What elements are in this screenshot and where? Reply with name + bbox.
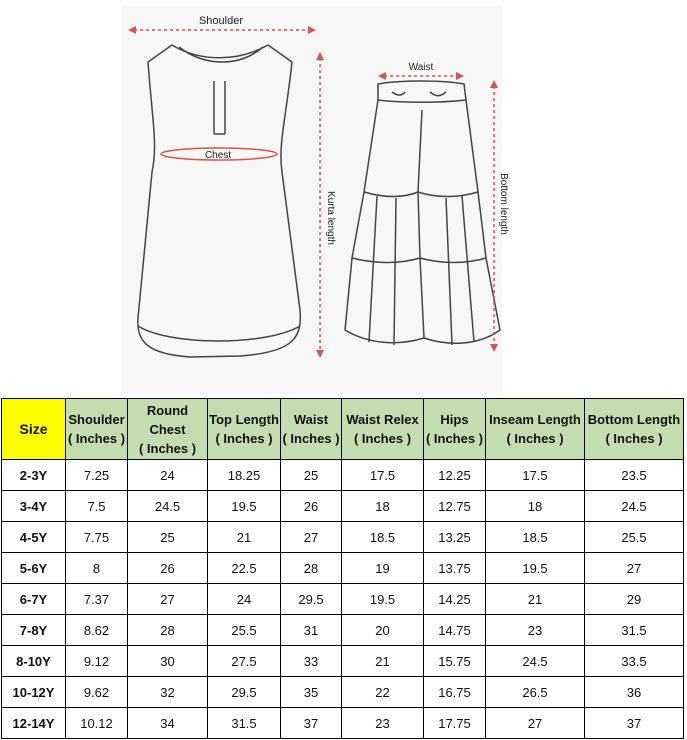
size-cell: 10-12Y <box>2 677 66 708</box>
round-chest-cell: 25 <box>128 522 208 553</box>
header-inseam-length: Inseam Length ( Inches ) <box>486 399 585 460</box>
table-row <box>2 615 684 646</box>
waist-relex-cell: 18 <box>342 491 424 522</box>
hips-cell: 14.75 <box>424 615 486 646</box>
hips-cell: 13.25 <box>424 522 486 553</box>
table-header-row <box>2 399 684 460</box>
table-row <box>2 491 684 522</box>
top-length-cell: 25.5 <box>208 615 281 646</box>
round-chest-cell: 27 <box>128 584 208 615</box>
header-bottom-length: Bottom Length ( Inches ) <box>585 399 684 460</box>
waist-relex-cell: 18.5 <box>342 522 424 553</box>
inseam-length-cell: 17.5 <box>486 460 585 491</box>
bottom-length-cell: 37 <box>585 708 684 739</box>
size-cell: 12-14Y <box>2 708 66 739</box>
size-chart-table <box>1 398 684 739</box>
hips-cell: 13.75 <box>424 553 486 584</box>
bottom-length-cell: 29 <box>585 584 684 615</box>
chest-label: Chest <box>204 150 232 161</box>
bottom-length-cell: 24.5 <box>585 491 684 522</box>
header-hips: Hips ( Inches ) <box>424 399 486 460</box>
top-length-cell: 22.5 <box>208 553 281 584</box>
size-cell: 6-7Y <box>2 584 66 615</box>
waist-cell: 28 <box>281 553 342 584</box>
round-chest-cell: 28 <box>128 615 208 646</box>
size-cell: 7-8Y <box>2 615 66 646</box>
hips-cell: 12.25 <box>424 460 486 491</box>
waist-relex-cell: 19 <box>342 553 424 584</box>
round-chest-cell: 32 <box>128 677 208 708</box>
kurta-length-label: Kurta length <box>325 191 336 245</box>
waist-relex-cell: 19.5 <box>342 584 424 615</box>
table-row <box>2 584 684 615</box>
round-chest-cell: 24 <box>128 460 208 491</box>
waist-relex-cell: 23 <box>342 708 424 739</box>
waist-relex-cell: 22 <box>342 677 424 708</box>
waist-cell: 31 <box>281 615 342 646</box>
top-length-cell: 19.5 <box>208 491 281 522</box>
size-cell: 5-6Y <box>2 553 66 584</box>
hips-cell: 12.75 <box>424 491 486 522</box>
hips-cell: 16.75 <box>424 677 486 708</box>
header-shoulder: Shoulder ( Inches ) <box>66 399 128 460</box>
round-chest-cell: 30 <box>128 646 208 677</box>
table-row <box>2 708 684 739</box>
inseam-length-cell: 19.5 <box>486 553 585 584</box>
waist-label: Waist <box>408 62 434 73</box>
shoulder-label: Shoulder <box>198 15 244 27</box>
waist-relex-cell: 21 <box>342 646 424 677</box>
inseam-length-cell: 27 <box>486 708 585 739</box>
header-waist-relex: Waist Relex ( Inches ) <box>342 399 424 460</box>
inseam-length-cell: 18 <box>486 491 585 522</box>
shoulder-cell: 9.62 <box>66 677 128 708</box>
size-cell: 4-5Y <box>2 522 66 553</box>
waist-relex-cell: 17.5 <box>342 460 424 491</box>
bottom-length-cell: 33.5 <box>585 646 684 677</box>
bottom-length-cell: 31.5 <box>585 615 684 646</box>
bottom-length-cell: 27 <box>585 553 684 584</box>
bottom-length-label: Bottom length <box>498 173 509 235</box>
top-length-cell: 18.25 <box>208 460 281 491</box>
size-cell: 3-4Y <box>2 491 66 522</box>
inseam-length-cell: 26.5 <box>486 677 585 708</box>
header-round-chest: Round Chest ( Inches ) <box>128 399 208 460</box>
hips-cell: 17.75 <box>424 708 486 739</box>
hips-cell: 14.25 <box>424 584 486 615</box>
waist-cell: 26 <box>281 491 342 522</box>
top-length-cell: 27.5 <box>208 646 281 677</box>
table-row <box>2 460 684 491</box>
size-cell: 2-3Y <box>2 460 66 491</box>
table-row <box>2 646 684 677</box>
shoulder-cell: 7.37 <box>66 584 128 615</box>
bottom-length-cell: 25.5 <box>585 522 684 553</box>
shoulder-cell: 8.62 <box>66 615 128 646</box>
round-chest-cell: 24.5 <box>128 491 208 522</box>
shoulder-cell: 7.75 <box>66 522 128 553</box>
waist-cell: 27 <box>281 522 342 553</box>
table-row <box>2 677 684 708</box>
size-cell: 8-10Y <box>2 646 66 677</box>
waist-cell: 29.5 <box>281 584 342 615</box>
waist-cell: 33 <box>281 646 342 677</box>
table-row <box>2 553 684 584</box>
hips-cell: 15.75 <box>424 646 486 677</box>
header-top-length: Top Length ( Inches ) <box>208 399 281 460</box>
shoulder-cell: 7.5 <box>66 491 128 522</box>
shoulder-cell: 10.12 <box>66 708 128 739</box>
shoulder-cell: 8 <box>66 553 128 584</box>
bottom-length-cell: 36 <box>585 677 684 708</box>
waist-cell: 35 <box>281 677 342 708</box>
round-chest-cell: 26 <box>128 553 208 584</box>
header-size: Size <box>2 399 66 460</box>
illustration-background <box>122 6 502 394</box>
waist-cell: 37 <box>281 708 342 739</box>
header-waist: Waist ( Inches ) <box>281 399 342 460</box>
waist-cell: 25 <box>281 460 342 491</box>
inseam-length-cell: 23 <box>486 615 585 646</box>
top-length-cell: 21 <box>208 522 281 553</box>
inseam-length-cell: 24.5 <box>486 646 585 677</box>
inseam-length-cell: 21 <box>486 584 585 615</box>
top-length-cell: 31.5 <box>208 708 281 739</box>
top-length-cell: 29.5 <box>208 677 281 708</box>
waist-relex-cell: 20 <box>342 615 424 646</box>
shoulder-cell: 9.12 <box>66 646 128 677</box>
shoulder-cell: 7.25 <box>66 460 128 491</box>
round-chest-cell: 34 <box>128 708 208 739</box>
inseam-length-cell: 18.5 <box>486 522 585 553</box>
top-length-cell: 24 <box>208 584 281 615</box>
bottom-length-cell: 23.5 <box>585 460 684 491</box>
table-row <box>2 522 684 553</box>
